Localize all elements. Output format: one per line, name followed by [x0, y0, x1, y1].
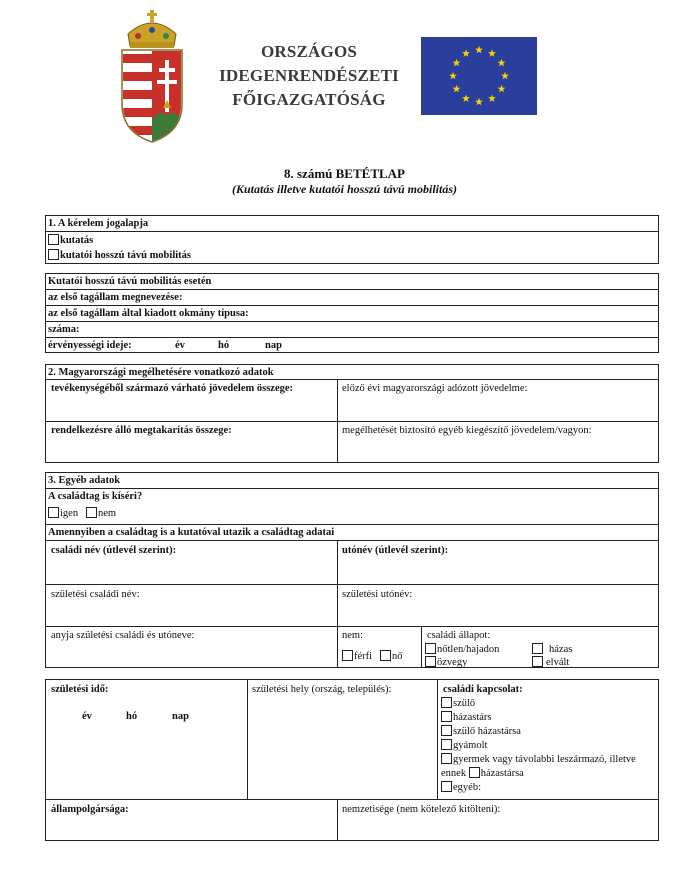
birth-place-field[interactable]: születési hely (ország, település): [252, 684, 392, 695]
citizenship-field[interactable]: állampolgársága: [51, 804, 129, 815]
other-income-field[interactable]: megélhetését biztosító egyéb kiegészítő jövedelem/vagyon: [342, 425, 592, 436]
sex-male[interactable]: férfi [342, 650, 372, 663]
agency-line-3: FŐIGAZGATÓSÁG [232, 90, 386, 109]
birth-day-label: nap [172, 711, 189, 722]
checkbox-yes[interactable] [48, 507, 59, 518]
birth-family-name-field[interactable]: születési családi név: [51, 589, 140, 600]
checkbox-parent[interactable] [441, 697, 452, 708]
marital-divorced[interactable]: elvált [532, 656, 569, 669]
checkbox-male[interactable] [342, 650, 353, 661]
savings-field[interactable]: rendelkezésre álló megtakarítás összege: [51, 425, 232, 436]
document-number-field[interactable]: száma: [48, 324, 80, 335]
birth-month-label: hó [126, 711, 138, 722]
checkbox-spouse[interactable] [441, 711, 452, 722]
checkbox-other[interactable] [441, 781, 452, 792]
agency-line-1: ORSZÁGOS [260, 42, 358, 61]
agency-line-2: IDEGENRENDÉSZETI [219, 66, 399, 85]
eu-flag [421, 37, 537, 115]
checkbox-female[interactable] [380, 650, 391, 661]
rel-descendant[interactable]: gyermek vagy távolabbi leszármazó, illetve [441, 753, 636, 766]
agency-name [216, 40, 402, 112]
validity-day-label: nap [265, 340, 282, 351]
form-subtitle: (Kutatás illetve kutatói hosszú távú mobilitás) [231, 182, 458, 196]
marital-single[interactable]: nőtlen/hajadon [425, 643, 499, 656]
checkbox-divorced[interactable] [532, 656, 543, 667]
checkbox-ward[interactable] [441, 739, 452, 750]
accompany-yes[interactable]: igen [48, 507, 78, 520]
validity-month-label: hó [218, 340, 230, 351]
given-name-field[interactable]: utónév (útlevél szerint): [342, 545, 449, 556]
marital-status-label: családi állapot: [427, 630, 491, 641]
family-data-heading: Amennyiben a családtag is a kutatóval utazik a családtag adatai [48, 527, 335, 538]
checkbox-long-term-mobility[interactable] [48, 249, 59, 260]
member-state-field[interactable]: az első tagállam megnevezése: [48, 292, 183, 303]
validity-year-label: év [175, 340, 185, 351]
accompany-question: A családtag is kíséri? [48, 491, 143, 502]
expected-income-field[interactable]: tevékenységéből származó várható jövedelem összege: [51, 383, 294, 394]
sex-female[interactable]: nő [380, 650, 403, 663]
checkbox-descendant-spouse[interactable] [469, 767, 480, 778]
rel-spouse[interactable]: házastárs [441, 711, 491, 724]
sex-label: nem: [342, 630, 363, 641]
rel-parent-spouse[interactable]: szülő házastársa [441, 725, 521, 738]
checkbox-married[interactable] [532, 643, 543, 654]
relationship-label: családi kapcsolat: [443, 684, 523, 695]
form-title: 8. számú BETÉTLAP [284, 166, 405, 181]
rel-other[interactable]: egyéb: [441, 781, 481, 794]
hungarian-coat-of-arms [114, 8, 190, 144]
mother-name-field[interactable]: anyja születési családi és utóneve: [51, 630, 195, 641]
checkbox-single[interactable] [425, 643, 436, 654]
section-1-heading: 1. A kérelem jogalapja [48, 218, 149, 229]
rel-parent[interactable]: szülő [441, 697, 475, 710]
checkbox-research[interactable] [48, 234, 59, 245]
birth-given-name-field[interactable]: születési utónév: [342, 589, 413, 600]
section-3-heading: 3. Egyéb adatok [48, 475, 121, 486]
marital-married[interactable]: házas [532, 643, 572, 656]
family-name-field[interactable]: családi név (útlevél szerint): [51, 545, 177, 556]
mobility-heading: Kutatói hosszú távú mobilitás esetén [48, 276, 212, 287]
birth-date-field[interactable]: születési idő: [51, 684, 109, 695]
birth-year-label: év [82, 711, 92, 722]
validity-field[interactable]: érvényességi ideje: [48, 340, 132, 351]
rel-ward[interactable]: gyámolt [441, 739, 487, 752]
checkbox-descendant[interactable] [441, 753, 452, 764]
marital-widowed[interactable]: özvegy [425, 656, 467, 669]
previous-income-field[interactable]: előző évi magyarországi adózott jövedelme: [342, 383, 528, 394]
document-type-field[interactable]: az első tagállam által kiadott okmány típusa: [48, 308, 249, 319]
accompany-no[interactable]: nem [86, 507, 116, 520]
checkbox-no[interactable] [86, 507, 97, 518]
checkbox-widowed[interactable] [425, 656, 436, 667]
nationality-field[interactable]: nemzetisége (nem kötelező kitölteni): [342, 804, 501, 815]
holy-crown-icon [128, 10, 176, 48]
option-research[interactable]: kutatás [48, 234, 93, 247]
option-long-term-mobility[interactable]: kutatói hosszú távú mobilitás [48, 249, 191, 262]
rel-descendant-spouse[interactable]: ennek házastársa [441, 768, 524, 779]
checkbox-parent-spouse[interactable] [441, 725, 452, 736]
section-2-heading: 2. Magyarországi megélhetésére vonatkozó adatok [48, 367, 274, 378]
